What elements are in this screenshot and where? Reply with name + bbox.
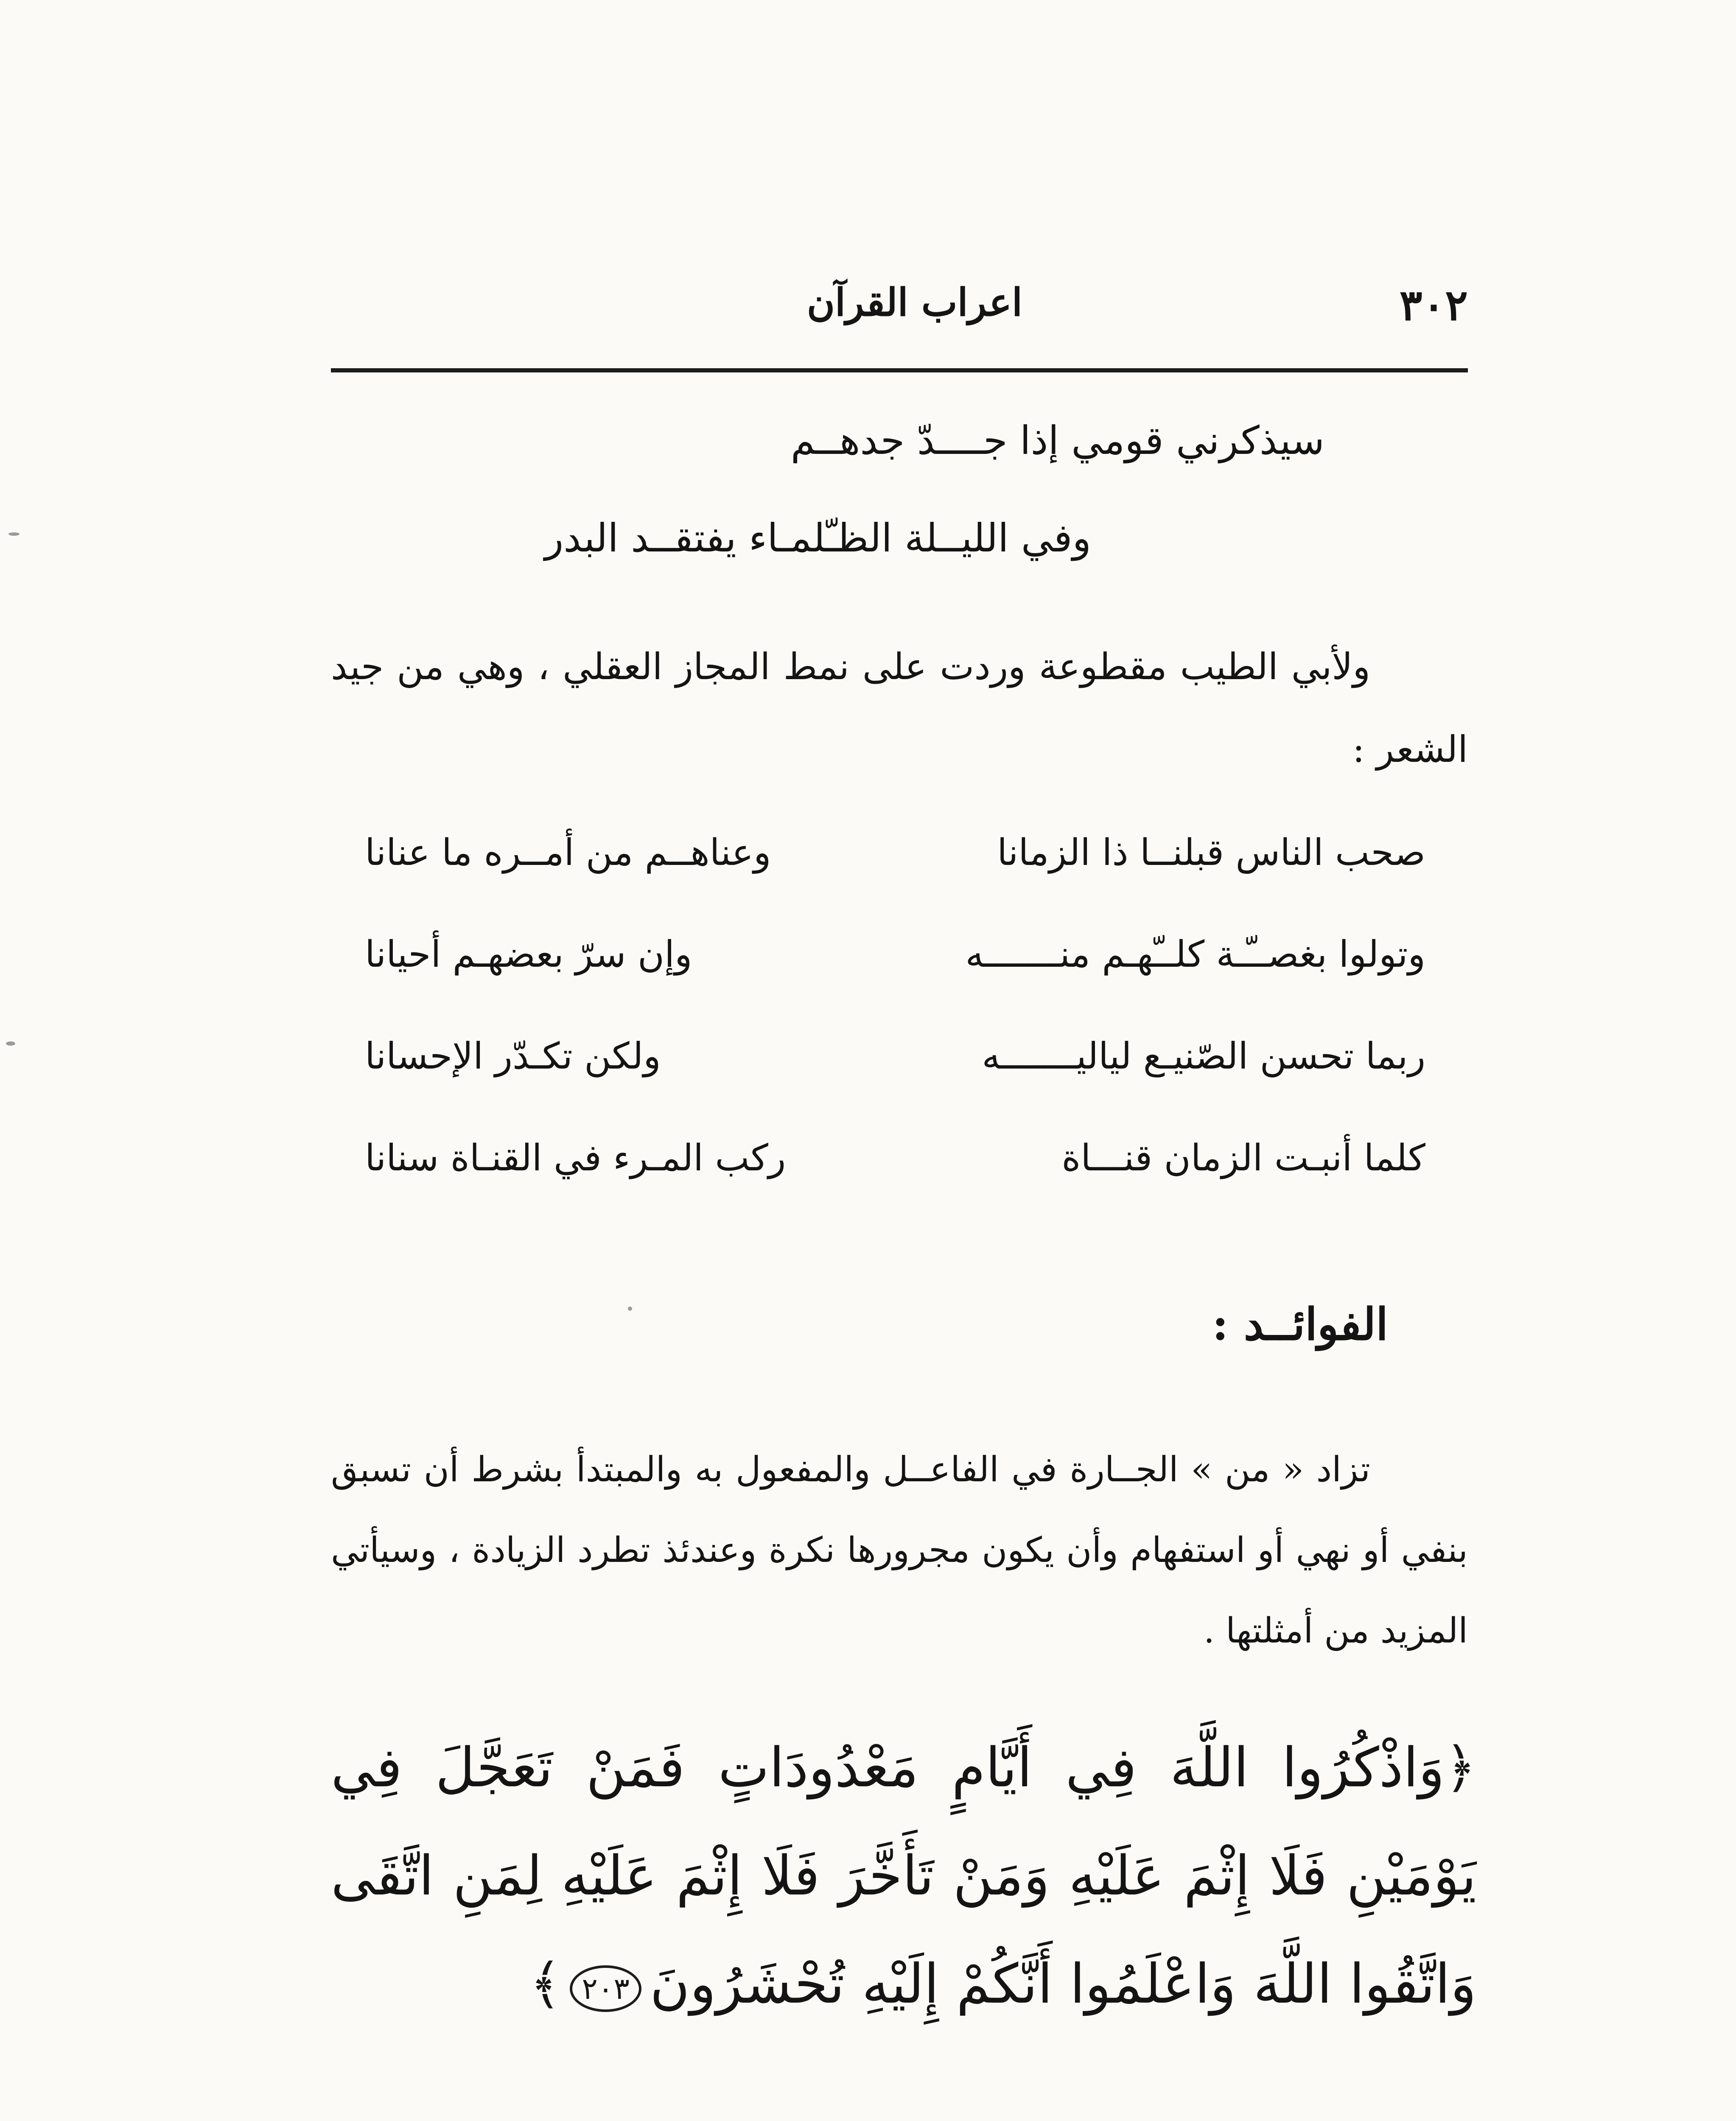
first-hemistich: صحب الناس قبلنــا ذا الزمانا bbox=[997, 831, 1425, 874]
couplet-line-2: وفي الليــلة الظـّلمـاء يفتقــد البدر bbox=[544, 515, 1091, 561]
ornate-open-bracket: ﴿ bbox=[1445, 1736, 1477, 1799]
scan-speck bbox=[8, 532, 20, 536]
section-heading-benefits: الفوائــد : bbox=[1212, 1298, 1388, 1350]
couplet-line-1: سيذكرني قومي إذا جــــدّ جدهــم bbox=[790, 418, 1324, 463]
running-title: اعراب القرآن bbox=[806, 280, 1022, 325]
second-hemistich: ولكن تكـدّر الإحسانا bbox=[365, 1035, 661, 1077]
ornate-close-bracket: ﴾ bbox=[529, 1953, 562, 2016]
stanza-verse bbox=[365, 1035, 1425, 1137]
intro-paragraph: ولأبي الطيب مقطوعة وردت على نمط المجاز العقلي ، وهي من جيد الشعر : bbox=[331, 646, 1468, 771]
scan-speck bbox=[6, 1041, 15, 1046]
stanza-verse bbox=[365, 933, 1425, 1035]
stanza-verse bbox=[365, 1137, 1425, 1239]
ayah-number-marker: ٢٠٣ bbox=[570, 1965, 641, 2012]
page-header bbox=[331, 271, 1468, 339]
stanza-verse bbox=[365, 831, 1425, 933]
quran-verse-text: وَاذْكُرُوا اللَّهَ فِي أَيَّامٍ مَعْدُودَاتٍ فَمَنْ تَعَجَّلَ فِي يَوْمَيْنِ فَلَا إِثْمَ عَلَيْهِ وَمَنْ تَأَخَّرَ فَلَا إِثْمَ عَلَيْهِ لِمَنِ اتَّقَى وَاتَّقُوا اللَّهَ وَاعْلَمُوا أَنَّكُمْ إِلَيْهِ تُحْشَرُونَ bbox=[331, 1736, 1476, 2016]
first-hemistich: ربما تحسن الصّنيـع لياليـــــــه bbox=[982, 1035, 1425, 1077]
second-hemistich: ركب المـرء في القنـاة سنانا bbox=[365, 1137, 786, 1179]
second-hemistich: وعناهــم من أمــره ما عنانا bbox=[365, 831, 771, 874]
page-number: ٣٠٢ bbox=[1399, 280, 1468, 330]
benefits-paragraph: تزاد « من » الجــارة في الفاعــل والمفعول به والمبتدأ بشرط أن تسبق بنفي أو نهي أو استفهام وأن يكون مجرورها نكرة وعندئذ تطرد الزيادة ، وسيأتي المزيد من أمثلتها . bbox=[331, 1449, 1468, 1651]
header-rule bbox=[331, 368, 1468, 372]
first-hemistich: كلما أنبـت الزمان قنـــاة bbox=[1061, 1137, 1425, 1179]
scan-speck bbox=[628, 1307, 632, 1311]
quran-verse bbox=[331, 1714, 1476, 2038]
first-hemistich: وتولوا بغصــّـة كلــّهـم منـــــــه bbox=[965, 933, 1425, 976]
poem-stanza bbox=[365, 831, 1425, 1239]
second-hemistich: وإن سرّ بعضهـم أحيانا bbox=[365, 933, 692, 976]
